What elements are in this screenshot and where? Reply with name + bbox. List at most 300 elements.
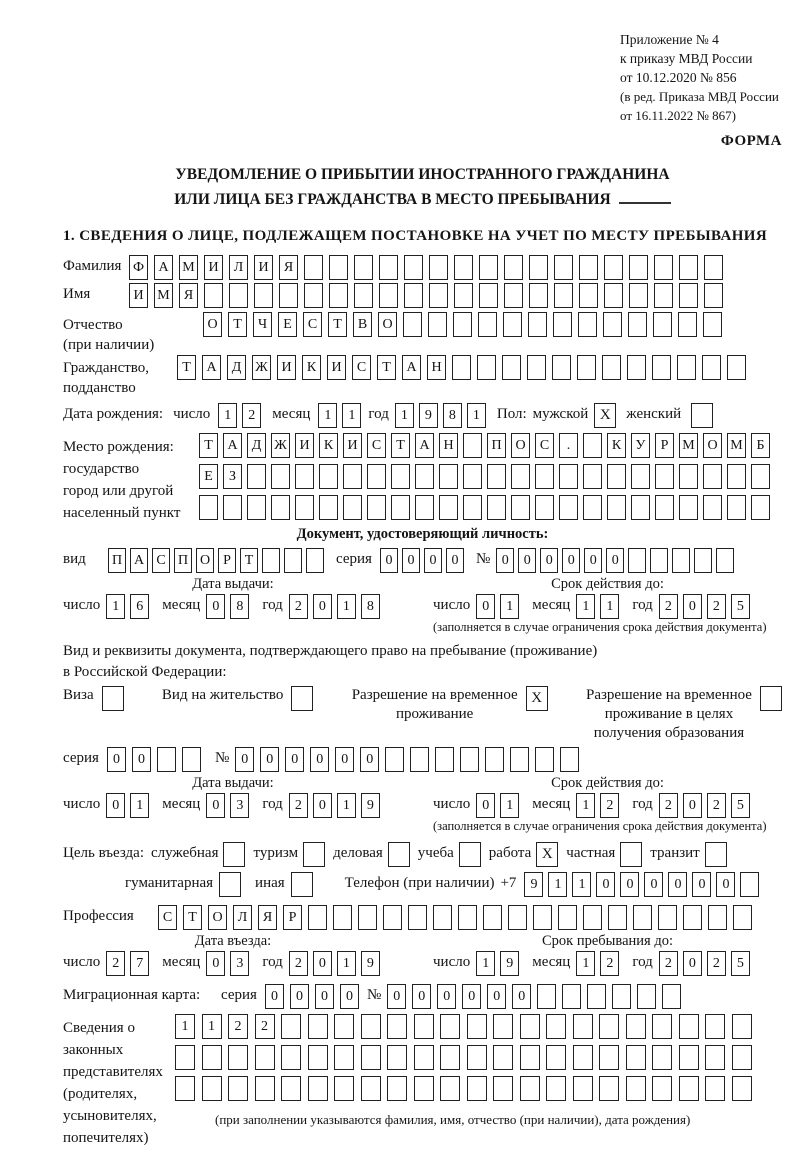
char-box[interactable] bbox=[361, 1076, 381, 1101]
birth-place-boxes-row-2[interactable] bbox=[199, 464, 775, 489]
char-box[interactable]: И bbox=[343, 433, 362, 458]
char-box[interactable]: 0 bbox=[412, 984, 431, 1009]
citizenship-boxes[interactable] bbox=[177, 355, 752, 380]
char-box[interactable] bbox=[679, 495, 698, 520]
purpose-tourism-checkbox[interactable] bbox=[303, 842, 325, 867]
char-box[interactable]: Т bbox=[199, 433, 218, 458]
char-box[interactable] bbox=[679, 464, 698, 489]
char-box[interactable]: 2 bbox=[289, 793, 308, 818]
purpose-business-checkbox[interactable] bbox=[388, 842, 410, 867]
char-box[interactable] bbox=[493, 1076, 513, 1101]
char-box[interactable]: Н bbox=[439, 433, 458, 458]
char-box[interactable] bbox=[599, 1076, 619, 1101]
char-box[interactable]: 0 bbox=[512, 984, 531, 1009]
char-box[interactable]: 1 bbox=[337, 951, 356, 976]
char-box[interactable] bbox=[703, 495, 722, 520]
char-box[interactable]: 0 bbox=[315, 984, 334, 1009]
char-box[interactable] bbox=[528, 312, 547, 337]
char-box[interactable] bbox=[604, 283, 623, 308]
purpose-work-checkbox[interactable]: X bbox=[536, 842, 558, 867]
char-box[interactable] bbox=[308, 905, 327, 930]
identity-valid-day-boxes[interactable] bbox=[476, 594, 524, 619]
char-box[interactable]: 2 bbox=[600, 793, 619, 818]
char-box[interactable]: 0 bbox=[692, 872, 711, 897]
char-box[interactable] bbox=[627, 355, 646, 380]
char-box[interactable] bbox=[493, 1014, 513, 1039]
char-box[interactable] bbox=[727, 495, 746, 520]
char-box[interactable] bbox=[705, 1014, 725, 1039]
char-box[interactable] bbox=[599, 1045, 619, 1070]
migration-number-boxes[interactable] bbox=[387, 984, 687, 1009]
char-box[interactable] bbox=[679, 283, 698, 308]
residence-issue-day-boxes[interactable] bbox=[106, 793, 154, 818]
char-box[interactable] bbox=[295, 464, 314, 489]
surname-boxes[interactable] bbox=[129, 255, 729, 280]
char-box[interactable] bbox=[631, 464, 650, 489]
char-box[interactable]: А bbox=[154, 255, 173, 280]
char-box[interactable] bbox=[573, 1045, 593, 1070]
char-box[interactable] bbox=[403, 312, 422, 337]
char-box[interactable] bbox=[628, 312, 647, 337]
char-box[interactable]: 0 bbox=[335, 747, 354, 772]
char-box[interactable] bbox=[334, 1076, 354, 1101]
char-box[interactable] bbox=[628, 548, 646, 573]
char-box[interactable] bbox=[308, 1076, 328, 1101]
char-box[interactable] bbox=[653, 312, 672, 337]
char-box[interactable]: Я bbox=[279, 255, 298, 280]
char-box[interactable]: 0 bbox=[106, 793, 125, 818]
char-box[interactable] bbox=[535, 747, 554, 772]
char-box[interactable]: К bbox=[607, 433, 626, 458]
char-box[interactable] bbox=[552, 355, 571, 380]
purpose-other-checkbox[interactable] bbox=[291, 872, 313, 897]
char-box[interactable]: Т bbox=[228, 312, 247, 337]
char-box[interactable] bbox=[254, 283, 273, 308]
char-box[interactable] bbox=[354, 255, 373, 280]
char-box[interactable]: 7 bbox=[130, 951, 149, 976]
char-box[interactable]: 0 bbox=[206, 951, 225, 976]
char-box[interactable]: О bbox=[703, 433, 722, 458]
char-box[interactable]: 2 bbox=[659, 951, 678, 976]
char-box[interactable]: А bbox=[202, 355, 221, 380]
char-box[interactable] bbox=[626, 1014, 646, 1039]
char-box[interactable] bbox=[414, 1045, 434, 1070]
char-box[interactable] bbox=[157, 747, 176, 772]
char-box[interactable]: 2 bbox=[106, 951, 125, 976]
char-box[interactable]: О bbox=[208, 905, 227, 930]
char-box[interactable] bbox=[487, 495, 506, 520]
char-box[interactable]: 1 bbox=[500, 594, 519, 619]
char-box[interactable] bbox=[247, 464, 266, 489]
char-box[interactable]: И bbox=[327, 355, 346, 380]
char-box[interactable] bbox=[732, 1076, 752, 1101]
char-box[interactable] bbox=[504, 283, 523, 308]
char-box[interactable]: Р bbox=[283, 905, 302, 930]
legal-reps-boxes-row-3[interactable] bbox=[175, 1076, 758, 1101]
char-box[interactable]: 2 bbox=[242, 403, 261, 428]
char-box[interactable]: 1 bbox=[548, 872, 567, 897]
char-box[interactable] bbox=[558, 905, 577, 930]
char-box[interactable]: 0 bbox=[683, 594, 702, 619]
char-box[interactable] bbox=[679, 1076, 699, 1101]
char-box[interactable] bbox=[527, 355, 546, 380]
char-box[interactable] bbox=[533, 905, 552, 930]
char-box[interactable] bbox=[223, 495, 242, 520]
char-box[interactable] bbox=[733, 905, 752, 930]
char-box[interactable]: 0 bbox=[387, 984, 406, 1009]
char-box[interactable] bbox=[705, 1045, 725, 1070]
char-box[interactable]: 2 bbox=[600, 951, 619, 976]
char-box[interactable]: М bbox=[154, 283, 173, 308]
char-box[interactable] bbox=[554, 255, 573, 280]
char-box[interactable] bbox=[535, 464, 554, 489]
char-box[interactable]: 0 bbox=[596, 872, 615, 897]
char-box[interactable]: 0 bbox=[265, 984, 284, 1009]
entry-year-boxes[interactable] bbox=[289, 951, 385, 976]
char-box[interactable]: 0 bbox=[644, 872, 663, 897]
char-box[interactable]: 9 bbox=[500, 951, 519, 976]
char-box[interactable]: 6 bbox=[130, 594, 149, 619]
char-box[interactable] bbox=[329, 283, 348, 308]
char-box[interactable]: 5 bbox=[731, 951, 750, 976]
char-box[interactable] bbox=[678, 312, 697, 337]
char-box[interactable] bbox=[281, 1045, 301, 1070]
char-box[interactable] bbox=[583, 464, 602, 489]
char-box[interactable] bbox=[428, 312, 447, 337]
title-blank-field[interactable] bbox=[619, 188, 671, 204]
doc-type-boxes[interactable] bbox=[108, 548, 328, 573]
char-box[interactable]: Т bbox=[240, 548, 258, 573]
char-box[interactable]: 2 bbox=[289, 951, 308, 976]
char-box[interactable] bbox=[453, 312, 472, 337]
char-box[interactable]: 0 bbox=[496, 548, 514, 573]
char-box[interactable]: Я bbox=[179, 283, 198, 308]
char-box[interactable]: М bbox=[179, 255, 198, 280]
char-box[interactable] bbox=[629, 283, 648, 308]
char-box[interactable] bbox=[271, 495, 290, 520]
char-box[interactable] bbox=[654, 255, 673, 280]
char-box[interactable] bbox=[333, 905, 352, 930]
char-box[interactable]: Я bbox=[258, 905, 277, 930]
char-box[interactable] bbox=[559, 464, 578, 489]
char-box[interactable] bbox=[705, 1076, 725, 1101]
char-box[interactable] bbox=[463, 464, 482, 489]
char-box[interactable] bbox=[379, 255, 398, 280]
char-box[interactable]: 1 bbox=[130, 793, 149, 818]
char-box[interactable]: И bbox=[129, 283, 148, 308]
identity-issue-year-boxes[interactable] bbox=[289, 594, 385, 619]
char-box[interactable]: 1 bbox=[576, 951, 595, 976]
char-box[interactable] bbox=[652, 1014, 672, 1039]
char-box[interactable]: 5 bbox=[731, 793, 750, 818]
char-box[interactable]: М bbox=[679, 433, 698, 458]
char-box[interactable] bbox=[652, 1076, 672, 1101]
char-box[interactable] bbox=[408, 905, 427, 930]
char-box[interactable]: П bbox=[174, 548, 192, 573]
char-box[interactable]: 8 bbox=[443, 403, 462, 428]
char-box[interactable] bbox=[479, 255, 498, 280]
char-box[interactable]: 0 bbox=[518, 548, 536, 573]
char-box[interactable] bbox=[677, 355, 696, 380]
birth-day-boxes[interactable] bbox=[218, 403, 266, 428]
char-box[interactable] bbox=[281, 1076, 301, 1101]
char-box[interactable] bbox=[439, 495, 458, 520]
char-box[interactable]: П bbox=[108, 548, 126, 573]
char-box[interactable] bbox=[463, 495, 482, 520]
char-box[interactable] bbox=[255, 1076, 275, 1101]
char-box[interactable] bbox=[654, 283, 673, 308]
char-box[interactable] bbox=[467, 1076, 487, 1101]
char-box[interactable] bbox=[410, 747, 429, 772]
char-box[interactable]: 0 bbox=[540, 548, 558, 573]
char-box[interactable]: 0 bbox=[313, 594, 332, 619]
char-box[interactable] bbox=[387, 1076, 407, 1101]
stay-day-boxes[interactable] bbox=[476, 951, 524, 976]
residence-valid-month-boxes[interactable] bbox=[576, 793, 624, 818]
char-box[interactable]: 0 bbox=[310, 747, 329, 772]
char-box[interactable]: 0 bbox=[562, 548, 580, 573]
char-box[interactable] bbox=[379, 283, 398, 308]
char-box[interactable] bbox=[694, 548, 712, 573]
char-box[interactable] bbox=[703, 464, 722, 489]
char-box[interactable]: Д bbox=[247, 433, 266, 458]
char-box[interactable]: 0 bbox=[683, 793, 702, 818]
char-box[interactable]: О bbox=[203, 312, 222, 337]
residence-issue-year-boxes[interactable] bbox=[289, 793, 385, 818]
residence-valid-year-boxes[interactable] bbox=[659, 793, 755, 818]
char-box[interactable] bbox=[358, 905, 377, 930]
char-box[interactable] bbox=[554, 283, 573, 308]
char-box[interactable] bbox=[510, 747, 529, 772]
char-box[interactable] bbox=[391, 495, 410, 520]
char-box[interactable]: 1 bbox=[576, 594, 595, 619]
char-box[interactable]: Т bbox=[177, 355, 196, 380]
char-box[interactable] bbox=[626, 1076, 646, 1101]
char-box[interactable] bbox=[637, 984, 656, 1009]
purpose-official-checkbox[interactable] bbox=[223, 842, 245, 867]
char-box[interactable] bbox=[537, 984, 556, 1009]
char-box[interactable] bbox=[727, 355, 746, 380]
char-box[interactable] bbox=[182, 747, 201, 772]
char-box[interactable]: И bbox=[277, 355, 296, 380]
char-box[interactable] bbox=[493, 1045, 513, 1070]
char-box[interactable]: 8 bbox=[361, 594, 380, 619]
char-box[interactable] bbox=[477, 355, 496, 380]
char-box[interactable]: З bbox=[223, 464, 242, 489]
char-box[interactable]: 0 bbox=[313, 793, 332, 818]
char-box[interactable]: 2 bbox=[707, 594, 726, 619]
char-box[interactable]: 2 bbox=[659, 793, 678, 818]
char-box[interactable]: 0 bbox=[340, 984, 359, 1009]
char-box[interactable]: С bbox=[158, 905, 177, 930]
char-box[interactable] bbox=[343, 464, 362, 489]
char-box[interactable] bbox=[308, 1045, 328, 1070]
char-box[interactable] bbox=[361, 1045, 381, 1070]
char-box[interactable]: 0 bbox=[380, 548, 398, 573]
char-box[interactable]: 1 bbox=[467, 403, 486, 428]
char-box[interactable]: С bbox=[367, 433, 386, 458]
char-box[interactable] bbox=[679, 1014, 699, 1039]
char-box[interactable] bbox=[306, 548, 324, 573]
char-box[interactable]: 0 bbox=[668, 872, 687, 897]
char-box[interactable]: 2 bbox=[255, 1014, 275, 1039]
char-box[interactable] bbox=[504, 255, 523, 280]
char-box[interactable]: 0 bbox=[437, 984, 456, 1009]
char-box[interactable]: И bbox=[204, 255, 223, 280]
char-box[interactable] bbox=[204, 283, 223, 308]
char-box[interactable] bbox=[559, 495, 578, 520]
char-box[interactable]: К bbox=[302, 355, 321, 380]
char-box[interactable]: 0 bbox=[462, 984, 481, 1009]
char-box[interactable]: 0 bbox=[260, 747, 279, 772]
char-box[interactable] bbox=[304, 283, 323, 308]
stay-year-boxes[interactable] bbox=[659, 951, 755, 976]
char-box[interactable] bbox=[553, 312, 572, 337]
char-box[interactable] bbox=[284, 548, 302, 573]
char-box[interactable] bbox=[262, 548, 280, 573]
char-box[interactable]: 1 bbox=[202, 1014, 222, 1039]
char-box[interactable] bbox=[727, 464, 746, 489]
char-box[interactable]: Е bbox=[199, 464, 218, 489]
char-box[interactable] bbox=[483, 905, 502, 930]
char-box[interactable] bbox=[579, 255, 598, 280]
char-box[interactable]: С bbox=[352, 355, 371, 380]
char-box[interactable] bbox=[404, 283, 423, 308]
purpose-transit-checkbox[interactable] bbox=[705, 842, 727, 867]
char-box[interactable] bbox=[329, 255, 348, 280]
char-box[interactable]: 2 bbox=[228, 1014, 248, 1039]
char-box[interactable]: 2 bbox=[289, 594, 308, 619]
purpose-humanitarian-checkbox[interactable] bbox=[219, 872, 241, 897]
char-box[interactable]: 8 bbox=[230, 594, 249, 619]
char-box[interactable] bbox=[367, 495, 386, 520]
char-box[interactable] bbox=[391, 464, 410, 489]
residence-issue-month-boxes[interactable] bbox=[206, 793, 254, 818]
char-box[interactable] bbox=[433, 905, 452, 930]
char-box[interactable] bbox=[429, 283, 448, 308]
char-box[interactable]: 0 bbox=[313, 951, 332, 976]
char-box[interactable] bbox=[319, 495, 338, 520]
char-box[interactable] bbox=[633, 905, 652, 930]
char-box[interactable] bbox=[361, 1014, 381, 1039]
sex-female-checkbox[interactable] bbox=[691, 403, 713, 428]
char-box[interactable] bbox=[612, 984, 631, 1009]
char-box[interactable]: 1 bbox=[106, 594, 125, 619]
char-box[interactable]: А bbox=[402, 355, 421, 380]
char-box[interactable] bbox=[440, 1045, 460, 1070]
char-box[interactable]: 0 bbox=[107, 747, 126, 772]
char-box[interactable]: Ф bbox=[129, 255, 148, 280]
char-box[interactable] bbox=[387, 1045, 407, 1070]
char-box[interactable]: 0 bbox=[716, 872, 735, 897]
char-box[interactable]: У bbox=[631, 433, 650, 458]
identity-issue-day-boxes[interactable] bbox=[106, 594, 154, 619]
doc-number-boxes[interactable] bbox=[496, 548, 738, 573]
char-box[interactable]: 1 bbox=[337, 594, 356, 619]
char-box[interactable] bbox=[679, 255, 698, 280]
char-box[interactable]: Т bbox=[391, 433, 410, 458]
char-box[interactable] bbox=[546, 1076, 566, 1101]
char-box[interactable] bbox=[383, 905, 402, 930]
char-box[interactable]: Н bbox=[427, 355, 446, 380]
char-box[interactable]: . bbox=[559, 433, 578, 458]
char-box[interactable]: Ж bbox=[271, 433, 290, 458]
char-box[interactable] bbox=[271, 464, 290, 489]
purpose-private-checkbox[interactable] bbox=[620, 842, 642, 867]
char-box[interactable]: 2 bbox=[707, 793, 726, 818]
char-box[interactable] bbox=[573, 1014, 593, 1039]
char-box[interactable]: Р bbox=[655, 433, 674, 458]
char-box[interactable]: Е bbox=[278, 312, 297, 337]
char-box[interactable] bbox=[708, 905, 727, 930]
char-box[interactable] bbox=[652, 1045, 672, 1070]
char-box[interactable] bbox=[334, 1045, 354, 1070]
birth-place-boxes-row-3[interactable] bbox=[199, 495, 775, 520]
char-box[interactable]: 0 bbox=[424, 548, 442, 573]
char-box[interactable]: Ж bbox=[252, 355, 271, 380]
char-box[interactable] bbox=[435, 747, 454, 772]
char-box[interactable] bbox=[560, 747, 579, 772]
char-box[interactable] bbox=[487, 464, 506, 489]
char-box[interactable] bbox=[546, 1045, 566, 1070]
char-box[interactable] bbox=[281, 1014, 301, 1039]
char-box[interactable] bbox=[440, 1076, 460, 1101]
char-box[interactable] bbox=[631, 495, 650, 520]
char-box[interactable] bbox=[295, 495, 314, 520]
char-box[interactable] bbox=[740, 872, 759, 897]
char-box[interactable] bbox=[603, 312, 622, 337]
char-box[interactable]: 1 bbox=[572, 872, 591, 897]
char-box[interactable] bbox=[415, 464, 434, 489]
char-box[interactable] bbox=[467, 1045, 487, 1070]
char-box[interactable] bbox=[583, 495, 602, 520]
char-box[interactable]: 0 bbox=[285, 747, 304, 772]
char-box[interactable]: 1 bbox=[476, 951, 495, 976]
char-box[interactable] bbox=[573, 1076, 593, 1101]
char-box[interactable] bbox=[458, 905, 477, 930]
char-box[interactable] bbox=[629, 255, 648, 280]
char-box[interactable] bbox=[751, 495, 770, 520]
char-box[interactable]: 0 bbox=[446, 548, 464, 573]
char-box[interactable] bbox=[304, 255, 323, 280]
char-box[interactable] bbox=[229, 283, 248, 308]
char-box[interactable] bbox=[429, 255, 448, 280]
char-box[interactable]: С bbox=[152, 548, 170, 573]
char-box[interactable]: 0 bbox=[402, 548, 420, 573]
char-box[interactable]: Т bbox=[328, 312, 347, 337]
char-box[interactable]: 0 bbox=[476, 793, 495, 818]
char-box[interactable]: Р bbox=[218, 548, 236, 573]
profession-boxes[interactable] bbox=[158, 905, 758, 930]
char-box[interactable] bbox=[502, 355, 521, 380]
char-box[interactable] bbox=[199, 495, 218, 520]
identity-issue-month-boxes[interactable] bbox=[206, 594, 254, 619]
char-box[interactable]: 2 bbox=[707, 951, 726, 976]
char-box[interactable]: П bbox=[487, 433, 506, 458]
char-box[interactable] bbox=[414, 1014, 434, 1039]
char-box[interactable]: Ч bbox=[253, 312, 272, 337]
char-box[interactable] bbox=[608, 905, 627, 930]
char-box[interactable]: 1 bbox=[218, 403, 237, 428]
char-box[interactable] bbox=[354, 283, 373, 308]
purpose-study-checkbox[interactable] bbox=[459, 842, 481, 867]
char-box[interactable]: Л bbox=[229, 255, 248, 280]
char-box[interactable] bbox=[704, 283, 723, 308]
char-box[interactable]: 0 bbox=[476, 594, 495, 619]
first-name-boxes[interactable] bbox=[129, 283, 729, 308]
char-box[interactable] bbox=[562, 984, 581, 1009]
char-box[interactable] bbox=[650, 548, 668, 573]
